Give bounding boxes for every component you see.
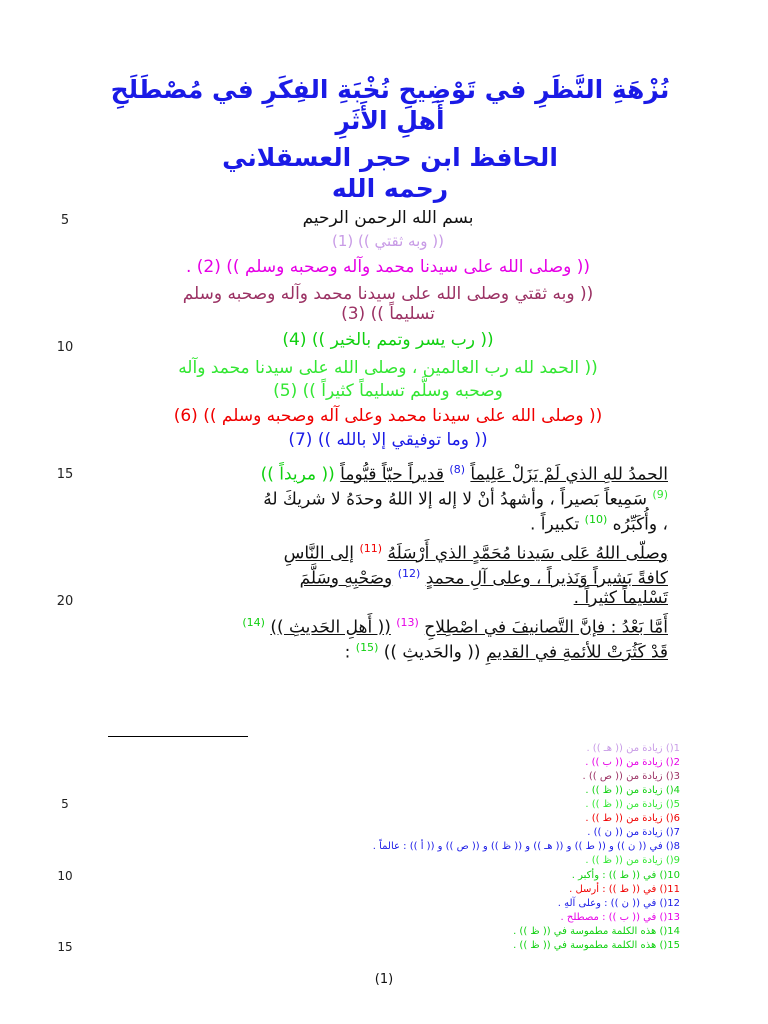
footnote-line-number: 5 xyxy=(61,797,69,811)
footnote-ref-15[interactable]: (15) xyxy=(355,641,379,654)
main-text-segment: تكبيراً . xyxy=(529,514,580,535)
title-line-1: نُزْهَةِ النَّظَرِ في تَوْضِيحِ نُخْبَةِ الفِكَرِ في مُصْطَلَحِ أَهلِ الأَثَرِ xyxy=(110,75,670,135)
footnote-14: 14() هذه الكلمة مطموسة في (( ظ )) . xyxy=(513,926,680,937)
main-text-segment: قَدْ كَثُرَتْ للأئمةِ في القديمِ xyxy=(485,642,668,663)
main-text-segment: ، وأُكَبِّرُه xyxy=(612,514,668,535)
main-text-line-2 xyxy=(108,484,668,511)
main-text-line-6 xyxy=(108,588,668,609)
footnote-4: 4() زيادة من (( ظ )) . xyxy=(585,785,680,796)
footnote-8: 8() في (( ن )) و (( ط )) و (( هـ )) و (( ظ )) و (( ص )) و (( أ )) : عالماً . xyxy=(372,841,680,852)
variant-phrase-3b: تسليماً )) (3) xyxy=(341,304,435,324)
footnote-9: 9() زيادة من (( ظ )) . xyxy=(585,855,680,866)
line-number: 5 xyxy=(60,213,70,228)
footnote-separator xyxy=(108,736,248,737)
footnote-6: 6() زيادة من (( ط )) . xyxy=(585,813,680,824)
footnote-12: 12() في (( ن )) : وعلى آلهِ . xyxy=(557,898,680,909)
main-text-segment: وصَحْبِهِ وسَلَّمَ xyxy=(299,568,393,589)
line-number: 10 xyxy=(56,340,74,355)
footnote-ref-13[interactable]: (13) xyxy=(396,616,419,629)
footnote-line-number: 15 xyxy=(57,940,73,954)
variant-phrase-5b: وصحبه وسلَّم تسليماً كثيراً )) (5) xyxy=(273,381,503,401)
main-text-segment: قديراً حيّاً قيُّوماً xyxy=(340,464,445,485)
footnote-ref-12[interactable]: (12) xyxy=(397,567,421,580)
footnote-ref-9[interactable]: (9) xyxy=(652,488,668,501)
main-text-segment: تَسْليماً كثيراً . xyxy=(573,588,668,608)
author-block xyxy=(100,142,680,204)
basmala: بسم الله الرحمن الرحيم xyxy=(302,208,474,228)
footnote-10: 10() في (( ط )) : وأكبر . xyxy=(571,870,680,881)
main-text-segment: : xyxy=(344,642,351,663)
footnote-13: 13() في (( ب )) : مصطلح . xyxy=(560,912,680,923)
main-text-line-8 xyxy=(108,637,668,664)
main-text-line-5 xyxy=(108,563,668,590)
main-text-segment: سَمِيعاً بَصيراً ، وأشهدُ أنْ لا إله إلا اللهُ وحدَهُ لا شريكَ لهُ xyxy=(263,489,647,510)
author-name: الحافظ ابن حجر العسقلاني xyxy=(222,143,558,172)
variant-phrase-6: (( وصلى الله على سيدنا محمد وعلى آله وصحبه وسلم )) (6) xyxy=(173,406,603,426)
main-text-segment: وصلّى اللهُ عَلى سَيدنا مُحَمَّدٍ الذي أَرْسَلَهُ xyxy=(387,543,668,564)
main-text-line-3 xyxy=(108,509,668,536)
footnote-3: 3() زيادة من (( ص )) . xyxy=(582,771,680,782)
variant-phrase-4: (( رب يسر وتمم بالخير )) (4) xyxy=(282,330,494,350)
footnote-ref-14[interactable]: (14) xyxy=(242,616,265,629)
footnote-ref-10[interactable]: (10) xyxy=(584,513,608,526)
main-text-segment: (( والحَديثِ )) xyxy=(383,642,481,663)
author-eulogy: رحمه الله xyxy=(331,174,449,203)
footnote-2: 2() زيادة من (( ب )) . xyxy=(585,757,680,768)
variant-word: (( مريداً )) xyxy=(260,464,335,485)
variant-phrase-2: (( وصلى الله على سيدنا محمد وآله وصحبه وسلم )) (2) . xyxy=(185,257,591,277)
main-text-line-1 xyxy=(108,459,668,486)
footnote-11: 11() في (( ط )) : أرسل . xyxy=(569,884,680,895)
footnote-ref-11[interactable]: (11) xyxy=(359,542,383,555)
variant-phrase-5a: (( الحمد لله رب العالمين ، وصلى الله على سيدنا محمد وآله xyxy=(178,358,598,378)
line-number: 15 xyxy=(56,467,74,482)
footnote-15: 15() هذه الكلمة مطموسة في (( ظ )) . xyxy=(513,940,680,951)
footnote-1: 1() زيادة من (( هـ )) . xyxy=(586,743,680,754)
main-text-line-4 xyxy=(108,538,668,565)
footnote-ref-8[interactable]: (8) xyxy=(449,463,466,476)
footnote-line-number: 10 xyxy=(57,869,73,883)
document-title xyxy=(100,74,680,136)
main-text-segment: الحمدُ للهِ الذي لَمْ يَزَلْ عَلِيماً xyxy=(470,464,668,485)
footnote-7: 7() زيادة من (( ن )) . xyxy=(587,827,680,838)
main-text-segment: كافةً بَشيراً وَنَذيراً ، وعلى آلِ محمدٍ xyxy=(425,568,668,589)
main-text-segment: إلى النَّاسِ xyxy=(283,543,355,564)
variant-phrase-1: (( وبه ثقتي )) (1) xyxy=(332,232,444,250)
main-text-segment: (( أَهلِ الحَديثِ )) xyxy=(270,617,391,638)
page-number: (1) xyxy=(374,972,394,987)
variant-phrase-7: (( وما توفيقي إلا بالله )) (7) xyxy=(288,430,488,450)
footnote-5: 5() زيادة من (( ظ )) . xyxy=(585,799,680,810)
variant-phrase-3a: (( وبه ثقتي وصلى الله على سيدنا محمد وآله وصحبه وسلم xyxy=(182,284,594,304)
line-number: 20 xyxy=(56,594,74,609)
main-text-line-7 xyxy=(108,612,668,639)
main-text-segment: أَمَّا بَعْدُ : فإنَّ التَّصانيفَ في اصْطِلاحِ xyxy=(424,617,668,638)
